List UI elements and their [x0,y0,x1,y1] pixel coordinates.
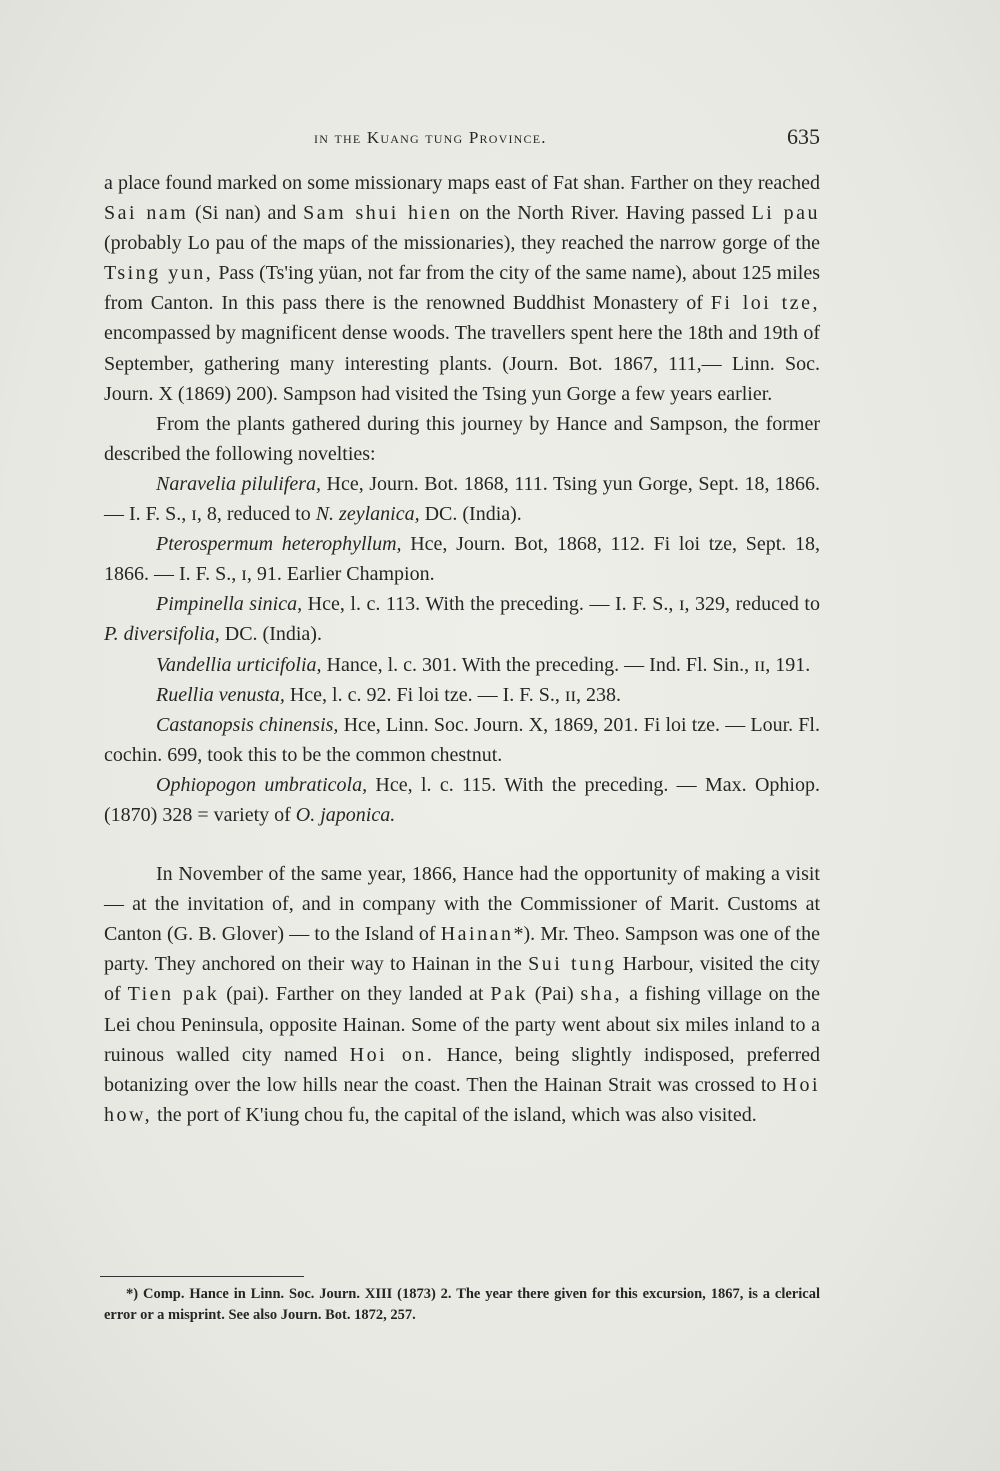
paragraph-species-ruellia [104,680,820,710]
text-run: Hce, Journ. Bot, 1868, 112. Fi loi tze, Sept. 18, 1866. — I. F. S., ɪ, 91. Earlier Champion. [104,533,820,586]
place-name: sha, [580,983,623,1006]
place-name: Fi loi tze, [710,292,820,315]
section-gap [104,830,820,859]
paragraph-hainan-visit [104,859,820,1130]
place-name: Sui tung [528,953,617,976]
text-run: the port of K'iung chou fu, the capital of the island, which was also visited. [152,1103,757,1126]
paragraph-species-pterospermum [104,529,820,589]
text-run: DC. (India). [419,503,522,526]
species-name: Castanopsis chinensis, [156,713,339,736]
species-name: N. zeylanica, [315,503,420,526]
text-run: Hce, l. c. 92. Fi loi tze. — I. F. S., ɪɪ, 238. [284,683,622,706]
species-name: Naravelia pilulifera, [156,472,321,495]
text-run: Hce, l. c. 113. With the preceding. — I. F. S., ɪ, 329, reduced to [302,593,820,616]
text-run: Hce, Journ. Bot. 1868, 111. Tsing yun Gorge, Sept. 18, 1866. — I. F. S., ɪ, 8, reduced to [104,472,820,526]
place-name: Sam shui hien [303,202,453,225]
place-name: Pak [490,983,528,1006]
text-run: DC. (India). [219,623,322,646]
paragraph-species-pimpinella [104,589,820,649]
running-title: in the Kuang tung Province. [314,128,547,147]
text-run: encompassed by magnificent dense woods. The travellers spent here the 18th and 19th of September, gathering many interesting plants. (Journ. Bot. 1867, 111,— Linn. Soc. Journ. X (1869) 200). Sampson had visited the Tsing yun Gorge a few years earlier. [104,322,820,405]
species-name: Ruellia venusta, [156,683,285,706]
species-name: Vandellia urticifolia, [156,653,322,676]
text-run: *). Mr. Theo. Sampson was one of the party. They anchored on their way to Hainan in the [104,923,820,976]
paragraph-species-castanopsis [104,710,820,770]
text-run: Hce, l. c. 115. With the preceding. — Max. Ophiop. (1870) 328 = variety of [104,773,820,826]
text-run: Hce, Linn. Soc. Journ. X, 1869, 201. Fi loi tze. — Lour. Fl. cochin. 699, took this to be the common chestnut. [104,713,820,766]
text-run: on the North River. Having passed [452,202,752,225]
text-run: Hance, l. c. 301. With the preceding. — Ind. Fl. Sin., ɪɪ, 191. [321,653,811,676]
text-run: (pai). Farther on they landed at [219,983,491,1006]
footnote-divider [100,1276,304,1277]
species-name: O. japonica. [295,803,396,826]
place-name: Hoi on. [349,1043,435,1066]
text-run: Hance, being slightly indisposed, preferred botanizing over the low hills near the coast. Then the Hainan Strait was crossed to [104,1043,820,1096]
footnote: *) Comp. Hance in Linn. Soc. Journ. XIII (1873) 2. The year there given for this excursion, 1867, is a clerical error or a misprint. See also Journ. Bot. 1872, 257. [104,1286,820,1323]
paragraph-journey-description [104,168,820,409]
text-run: Harbour, visited the city of [104,953,821,1006]
text-run: a fishing village on the Lei chou Peninsula, opposite Hainan. Some of the party went about six miles inland to a ruinous walled city named [104,983,820,1066]
place-name: Tien pak [127,983,220,1006]
species-name: Ophiopogon umbraticola, [156,773,368,796]
page-header [104,122,820,158]
text-run: (Si nan) and [188,202,304,225]
text-run: Pass (Ts'ing yüan, not far from the city of the same name), about 125 miles from Canton. In this pass there is the renowned Buddhist Monastery of [104,262,821,315]
species-name: P. diversifolia, [104,623,220,646]
text-run: (Pai) [527,983,581,1006]
paragraph-novelties-intro: From the plants gathered during this journey by Hance and Sampson, the former described the following novelties: [104,412,820,465]
place-name: Li pau [751,202,820,225]
text-run: (probably Lo pau of the maps of the missionaries), they reached the narrow gorge of the [104,232,820,255]
place-name: Hoi how, [104,1073,820,1126]
species-name: Pterospermum heterophyllum, [156,533,402,556]
paragraph-species-naravelia [104,469,820,529]
paragraph-species-ophiopogon [104,770,820,830]
body-text [104,168,820,1130]
place-name: Sai nam [104,202,189,225]
paragraph-species-vandellia [104,650,820,680]
place-name: Tsing yun, [104,262,214,285]
text-run: In November of the same year, 1866, Hance had the opportunity of making a visit — at the invitation of, and in company with the Commissioner of Marit. Customs at Canton (G. B. Glover) — to the Island of [104,863,820,946]
place-name: Hainan [440,923,514,946]
page-number: 635 [787,124,820,149]
species-name: Pimpinella sinica, [156,593,303,616]
text-run: a place found marked on some missionary maps east of Fat shan. Farther on they reached [104,172,820,194]
